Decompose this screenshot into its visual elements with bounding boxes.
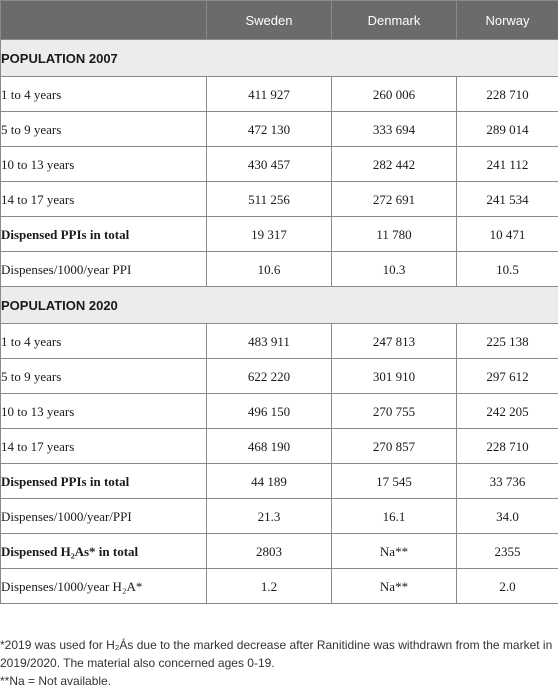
table-row — [1, 217, 558, 252]
section-header-row — [1, 287, 558, 324]
cell-denmark: 11 780 — [332, 217, 457, 252]
footnotes — [0, 636, 558, 690]
cell-norway: 228 710 — [457, 429, 558, 464]
cell-denmark: 333 694 — [332, 112, 457, 147]
cell-sweden: 2803 — [207, 534, 332, 569]
cell-norway: 2.0 — [457, 569, 558, 604]
cell-sweden: 496 150 — [207, 394, 332, 429]
cell-sweden: 21.3 — [207, 499, 332, 534]
cell-denmark: 10.3 — [332, 252, 457, 287]
row-label: 5 to 9 years — [1, 112, 207, 147]
table-row — [1, 464, 558, 499]
row-label: 14 to 17 years — [1, 429, 207, 464]
cell-denmark: 301 910 — [332, 359, 457, 394]
table-row — [1, 182, 558, 217]
table-row — [1, 112, 558, 147]
cell-norway: 10 471 — [457, 217, 558, 252]
row-label: Dispenses/1000/year PPI — [1, 252, 207, 287]
cell-sweden: 430 457 — [207, 147, 332, 182]
row-label: Dispensed PPIs in total — [1, 464, 207, 499]
cell-norway: 2355 — [457, 534, 558, 569]
cell-sweden: 468 190 — [207, 429, 332, 464]
cell-sweden: 411 927 — [207, 77, 332, 112]
row-label: Dispenses/1000/year H₂A* — [1, 569, 207, 604]
cell-sweden: 472 130 — [207, 112, 332, 147]
cell-denmark: 270 857 — [332, 429, 457, 464]
cell-sweden: 19 317 — [207, 217, 332, 252]
cell-norway: 10.5 — [457, 252, 558, 287]
cell-norway: 242 205 — [457, 394, 558, 429]
section-header-row — [1, 40, 558, 77]
cell-denmark: Na** — [332, 569, 457, 604]
table-row — [1, 534, 558, 569]
column-header-norway: Norway — [457, 1, 558, 40]
cell-denmark: 272 691 — [332, 182, 457, 217]
cell-sweden: 44 189 — [207, 464, 332, 499]
table-row — [1, 324, 558, 359]
cell-norway: 297 612 — [457, 359, 558, 394]
footnote-na: **Na = Not available. — [0, 674, 112, 688]
cell-norway: 225 138 — [457, 324, 558, 359]
table-row — [1, 499, 558, 534]
table-row — [1, 569, 558, 604]
cell-norway: 241 112 — [457, 147, 558, 182]
table-row — [1, 147, 558, 182]
table-body — [1, 40, 558, 604]
row-label: 1 to 4 years — [1, 77, 207, 112]
cell-norway: 289 014 — [457, 112, 558, 147]
footnote-h2a: *2019 was used for H₂Ás due to the marked decrease after Ranitidine was withdrawn from the market in 2019/2020. The material also concerned ages 0-19. — [0, 638, 553, 670]
row-label: 1 to 4 years — [1, 324, 207, 359]
row-label: 10 to 13 years — [1, 147, 207, 182]
cell-denmark: Na** — [332, 534, 457, 569]
cell-norway: 228 710 — [457, 77, 558, 112]
row-label: 10 to 13 years — [1, 394, 207, 429]
row-label: Dispenses/1000/year/PPI — [1, 499, 207, 534]
cell-denmark: 260 006 — [332, 77, 457, 112]
table-row — [1, 394, 558, 429]
header-corner-cell — [1, 1, 207, 40]
section-title: POPULATION 2007 — [1, 40, 558, 77]
cell-sweden: 483 911 — [207, 324, 332, 359]
cell-sweden: 622 220 — [207, 359, 332, 394]
table-row — [1, 429, 558, 464]
cell-sweden: 1.2 — [207, 569, 332, 604]
row-label: 5 to 9 years — [1, 359, 207, 394]
cell-denmark: 282 442 — [332, 147, 457, 182]
table-row — [1, 252, 558, 287]
column-header-denmark: Denmark — [332, 1, 457, 40]
column-header-sweden: Sweden — [207, 1, 332, 40]
cell-denmark: 16.1 — [332, 499, 457, 534]
row-label: 14 to 17 years — [1, 182, 207, 217]
cell-norway: 33 736 — [457, 464, 558, 499]
cell-norway: 34.0 — [457, 499, 558, 534]
cell-denmark: 270 755 — [332, 394, 457, 429]
cell-denmark: 17 545 — [332, 464, 457, 499]
cell-denmark: 247 813 — [332, 324, 457, 359]
cell-sweden: 10.6 — [207, 252, 332, 287]
header-row — [1, 1, 558, 40]
table-row — [1, 359, 558, 394]
table-row — [1, 77, 558, 112]
cell-norway: 241 534 — [457, 182, 558, 217]
cell-sweden: 511 256 — [207, 182, 332, 217]
row-label: Dispensed H₂As* in total — [1, 534, 207, 569]
section-title: POPULATION 2020 — [1, 287, 558, 324]
row-label: Dispensed PPIs in total — [1, 217, 207, 252]
